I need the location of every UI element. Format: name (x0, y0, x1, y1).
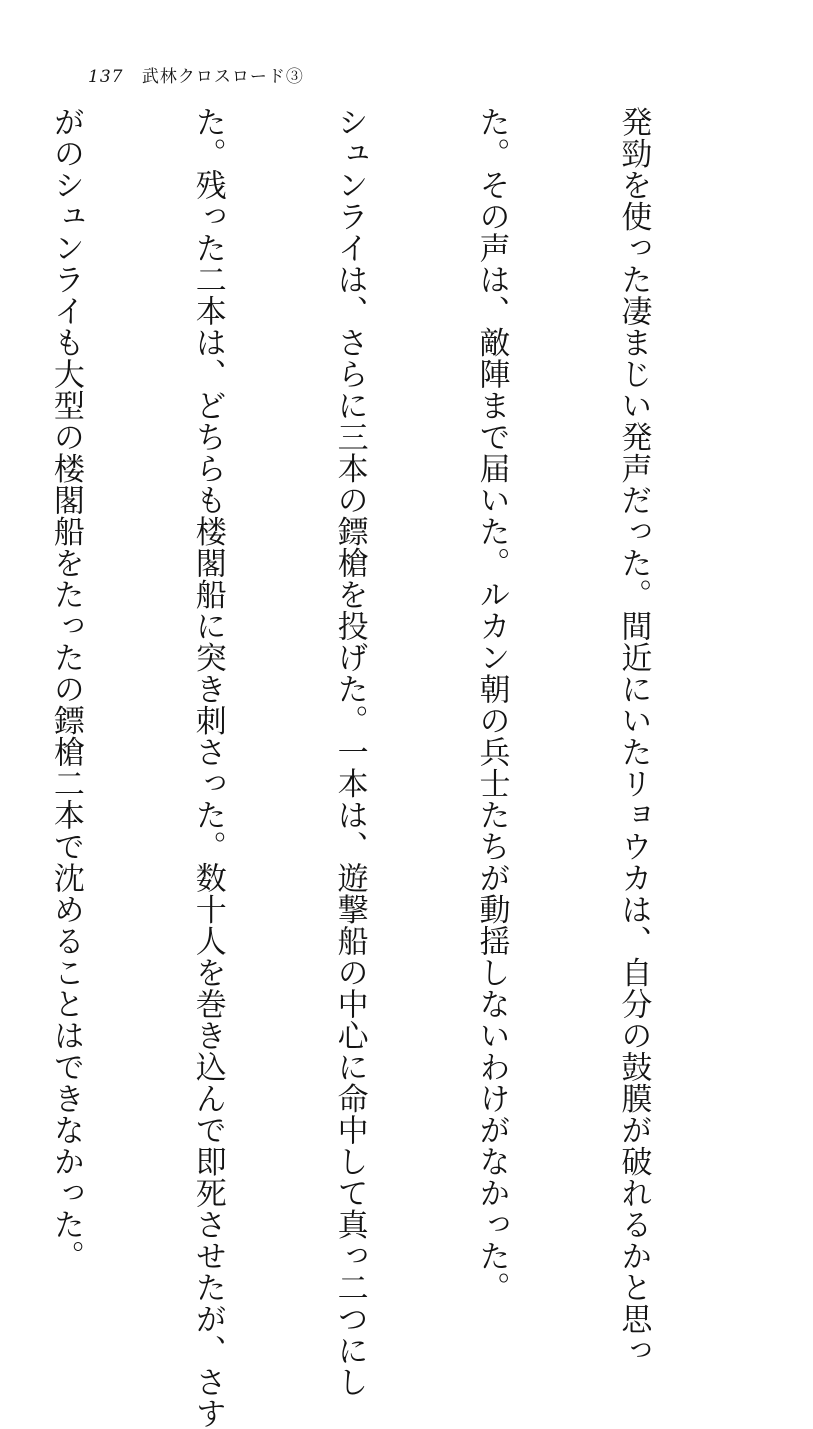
text-line: がのシュンライも大型の楼閣船をたったの鏢槍二本で沈めることはできなかった。 (47, 106, 84, 1272)
text-line: シュンライは、さらに三本の鏢槍を投げた。一本は、遊撃船の中心に命中して真っ二つにし (331, 106, 368, 1398)
text-line: 発勁を使った凄まじい発声だった。間近にいたリョウカは、自分の鼓膜が破れるかと思っ (615, 106, 652, 1366)
text-line: た。その声は、敵陣まで届いた。ルカン朝の兵士たちが動揺しないわけがなかった。 (473, 106, 510, 1303)
vertical-body-text (0, 106, 751, 1429)
book-title: 武林クロスロード③ (141, 67, 304, 87)
text-line: た。残った二本は、どちらも楼閣船に突き刺さった。数十人を巻き込んで即死させたが、さす (189, 106, 226, 1429)
page-number: 137 (88, 67, 124, 87)
running-header (88, 62, 304, 87)
